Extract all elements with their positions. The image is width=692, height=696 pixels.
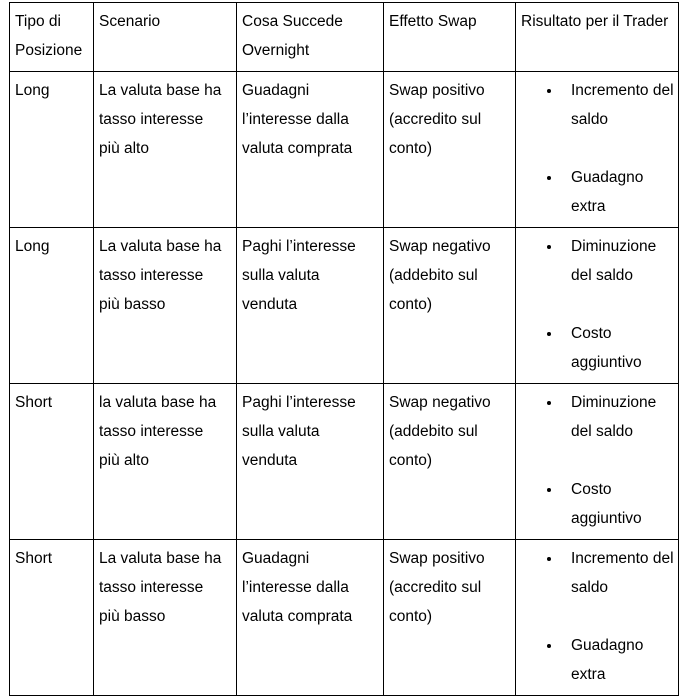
list-item-text xyxy=(571,163,672,221)
header-text xyxy=(242,7,377,65)
text-line: (addebito sul xyxy=(389,267,478,284)
cell-text xyxy=(389,232,509,319)
text-line: Short xyxy=(15,550,53,567)
text-line: Guadagni xyxy=(242,550,310,567)
text-line: Risultato per il Trader xyxy=(521,13,669,30)
bullet-dot-icon xyxy=(547,488,551,492)
text-line: Costo xyxy=(571,325,612,342)
text-line: Swap negativo xyxy=(389,394,491,411)
cell-text xyxy=(15,544,87,573)
cell-overnight xyxy=(237,72,384,228)
text-line: Incremento del xyxy=(571,82,674,99)
cell-swap-effect xyxy=(384,72,516,228)
text-line: del saldo xyxy=(571,267,634,284)
result-bullet-list xyxy=(521,76,672,221)
bullet-dot-icon xyxy=(547,332,551,336)
table-row xyxy=(10,72,679,228)
text-line: Diminuzione xyxy=(571,238,657,255)
cell-position xyxy=(10,540,94,696)
cell-swap-effect xyxy=(384,384,516,540)
column-header-effetto-swap xyxy=(384,3,516,72)
text-line: Guadagno xyxy=(571,169,644,186)
text-line: conto) xyxy=(389,296,433,313)
text-line: conto) xyxy=(389,608,433,625)
cell-text xyxy=(389,544,509,631)
text-line: Costo xyxy=(571,481,612,498)
text-line: aggiuntivo xyxy=(571,510,642,527)
text-line: saldo xyxy=(571,111,609,128)
text-line: conto) xyxy=(389,140,433,157)
cell-text xyxy=(15,388,87,417)
cell-result xyxy=(516,228,679,384)
text-line: Effetto Swap xyxy=(389,13,477,30)
cell-text xyxy=(15,76,87,105)
text-line: Tipo di xyxy=(15,13,61,30)
list-item xyxy=(521,544,672,602)
cell-scenario xyxy=(94,72,237,228)
swap-overnight-table xyxy=(9,2,679,696)
cell-swap-effect xyxy=(384,540,516,696)
text-line: l’interesse dalla xyxy=(242,579,349,596)
text-line: Scenario xyxy=(99,13,161,30)
header-text xyxy=(15,7,87,65)
cell-scenario xyxy=(94,228,237,384)
cell-text xyxy=(99,544,230,631)
bullet-dot-icon xyxy=(547,401,551,405)
bullet-dot-icon xyxy=(547,89,551,93)
bullet-dot-icon xyxy=(547,557,551,561)
list-item-text xyxy=(571,475,672,533)
text-line: sulla valuta xyxy=(242,267,320,284)
text-line: venduta xyxy=(242,296,298,313)
text-line: La valuta base ha xyxy=(99,238,222,255)
table-header-row xyxy=(10,3,679,72)
cell-text xyxy=(242,76,377,163)
list-item xyxy=(521,76,672,134)
text-line: più alto xyxy=(99,140,149,157)
text-line: sulla valuta xyxy=(242,423,320,440)
text-line: tasso interesse xyxy=(99,423,204,440)
list-item xyxy=(521,319,672,377)
table-row xyxy=(10,228,679,384)
text-line: Overnight xyxy=(242,42,310,59)
header-text xyxy=(389,7,509,36)
text-line: Long xyxy=(15,82,50,99)
result-bullet-list xyxy=(521,544,672,689)
cell-result xyxy=(516,72,679,228)
cell-text xyxy=(389,388,509,475)
cell-result xyxy=(516,384,679,540)
text-line: Posizione xyxy=(15,42,83,59)
cell-position xyxy=(10,384,94,540)
text-line: Paghi l’interesse xyxy=(242,394,356,411)
text-line: valuta comprata xyxy=(242,140,353,157)
column-header-risultato-per-il-trader xyxy=(516,3,679,72)
text-line: più basso xyxy=(99,608,166,625)
header-text xyxy=(99,7,230,36)
text-line: La valuta base ha xyxy=(99,82,222,99)
list-item xyxy=(521,475,672,533)
cell-swap-effect xyxy=(384,228,516,384)
table-row xyxy=(10,540,679,696)
cell-position xyxy=(10,72,94,228)
list-item xyxy=(521,163,672,221)
text-line: extra xyxy=(571,666,606,683)
list-item xyxy=(521,232,672,290)
bullet-dot-icon xyxy=(547,176,551,180)
cell-text xyxy=(242,232,377,319)
bullet-dot-icon xyxy=(547,644,551,648)
text-line: del saldo xyxy=(571,423,634,440)
list-item-text xyxy=(571,388,672,446)
text-line: Paghi l’interesse xyxy=(242,238,356,255)
text-line: valuta comprata xyxy=(242,608,353,625)
cell-overnight xyxy=(237,228,384,384)
cell-text xyxy=(389,76,509,163)
result-bullet-list xyxy=(521,232,672,377)
text-line: La valuta base ha xyxy=(99,550,222,567)
cell-position xyxy=(10,228,94,384)
text-line: Guadagno xyxy=(571,637,644,654)
cell-text xyxy=(99,76,230,163)
text-line: aggiuntivo xyxy=(571,354,642,371)
cell-text xyxy=(242,388,377,475)
text-line: (addebito sul xyxy=(389,423,478,440)
result-bullet-list xyxy=(521,388,672,533)
bullet-dot-icon xyxy=(547,245,551,249)
text-line: più basso xyxy=(99,296,166,313)
header-text xyxy=(521,7,672,36)
column-header-cosa-succede-overnight xyxy=(237,3,384,72)
list-item xyxy=(521,388,672,446)
cell-text xyxy=(242,544,377,631)
list-item-text xyxy=(571,319,672,377)
text-line: (accredito sul xyxy=(389,111,482,128)
text-line: tasso interesse xyxy=(99,111,204,128)
list-item-text xyxy=(571,631,672,689)
cell-result xyxy=(516,540,679,696)
text-line: Swap negativo xyxy=(389,238,491,255)
list-item-text xyxy=(571,232,672,290)
text-line: Swap positivo xyxy=(389,82,485,99)
cell-text xyxy=(15,232,87,261)
text-line: la valuta base ha xyxy=(99,394,217,411)
text-line: saldo xyxy=(571,579,609,596)
text-line: tasso interesse xyxy=(99,267,204,284)
text-line: Incremento del xyxy=(571,550,674,567)
cell-text xyxy=(99,388,230,475)
cell-overnight xyxy=(237,384,384,540)
column-header-tipo-di-posizione xyxy=(10,3,94,72)
text-line: venduta xyxy=(242,452,298,469)
list-item-text xyxy=(571,544,672,602)
table-row xyxy=(10,384,679,540)
list-item xyxy=(521,631,672,689)
text-line: Diminuzione xyxy=(571,394,657,411)
text-line: più alto xyxy=(99,452,149,469)
text-line: l’interesse dalla xyxy=(242,111,349,128)
column-header-scenario xyxy=(94,3,237,72)
text-line: (accredito sul xyxy=(389,579,482,596)
text-line: Short xyxy=(15,394,53,411)
cell-scenario xyxy=(94,540,237,696)
text-line: Guadagni xyxy=(242,82,310,99)
text-line: Cosa Succede xyxy=(242,13,343,30)
text-line: Swap positivo xyxy=(389,550,485,567)
text-line: Long xyxy=(15,238,50,255)
text-line: tasso interesse xyxy=(99,579,204,596)
list-item-text xyxy=(571,76,672,134)
cell-text xyxy=(99,232,230,319)
text-line: conto) xyxy=(389,452,433,469)
cell-overnight xyxy=(237,540,384,696)
cell-scenario xyxy=(94,384,237,540)
text-line: extra xyxy=(571,198,606,215)
